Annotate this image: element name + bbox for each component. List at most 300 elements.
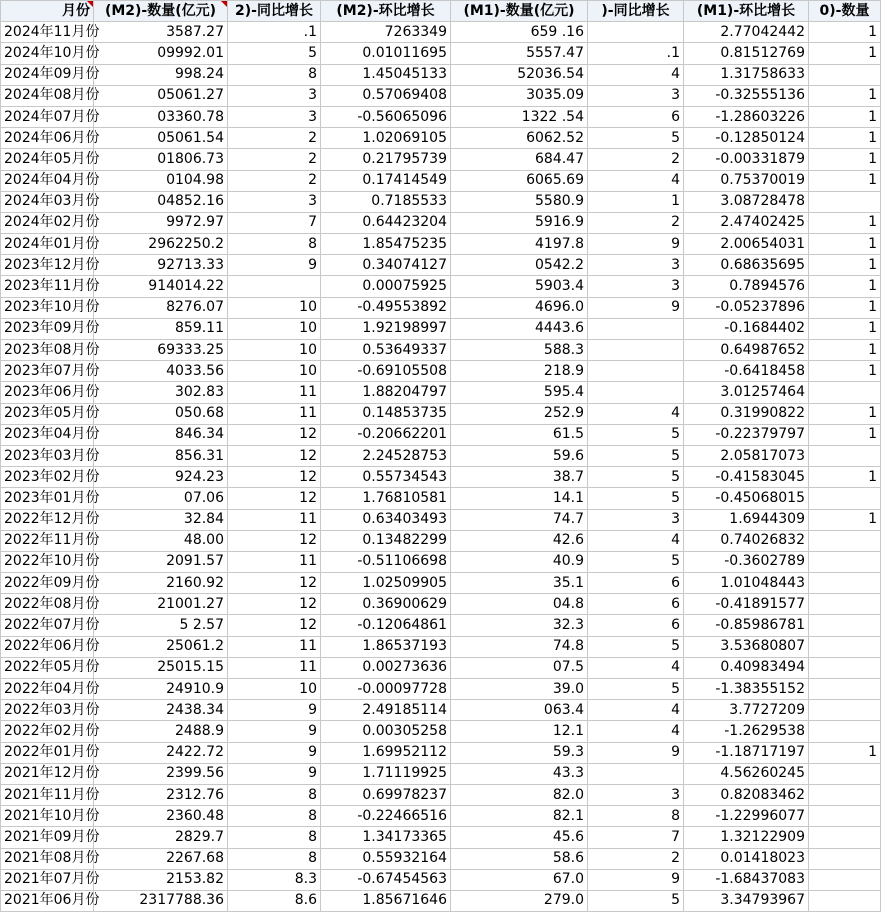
cell-m2-yoy[interactable]: 9	[228, 721, 321, 742]
cell-m1-mom[interactable]: 2.05817073	[684, 445, 809, 466]
cell-m0-amount[interactable]: 1	[809, 297, 881, 318]
cell-m2-yoy[interactable]: 12	[228, 573, 321, 594]
cell-month[interactable]: 2023年08月份	[1, 340, 94, 361]
cell-m2-amount[interactable]: 2360.48	[94, 806, 228, 827]
cell-month[interactable]: 2023年11月份	[1, 276, 94, 297]
cell-m0-amount[interactable]: 1	[809, 340, 881, 361]
cell-m0-amount[interactable]: 1	[809, 424, 881, 445]
cell-m2-yoy[interactable]: 10	[228, 297, 321, 318]
cell-m1-amount[interactable]: 1322 .54	[451, 106, 588, 127]
cell-m0-amount[interactable]: 1	[809, 170, 881, 191]
cell-m1-mom[interactable]: 0.64987652	[684, 340, 809, 361]
cell-m0-amount[interactable]	[809, 679, 881, 700]
cell-m2-mom[interactable]: 0.63403493	[321, 509, 451, 530]
column-header-m2-mom[interactable]	[321, 1, 451, 22]
cell-m1-yoy[interactable]	[588, 763, 684, 784]
cell-m1-mom[interactable]: 0.7894576	[684, 276, 809, 297]
cell-month[interactable]: 2021年12月份	[1, 763, 94, 784]
cell-m1-mom[interactable]: -0.22379797	[684, 424, 809, 445]
cell-m1-mom[interactable]: -1.38355152	[684, 679, 809, 700]
cell-m2-yoy[interactable]: 12	[228, 530, 321, 551]
cell-month[interactable]: 2023年06月份	[1, 382, 94, 403]
cell-m2-amount[interactable]: 302.83	[94, 382, 228, 403]
cell-m2-mom[interactable]: -0.22466516	[321, 806, 451, 827]
cell-m1-mom[interactable]: 0.74026832	[684, 530, 809, 551]
cell-m0-amount[interactable]: 1	[809, 22, 881, 43]
cell-m2-yoy[interactable]: 3	[228, 85, 321, 106]
cell-m0-amount[interactable]	[809, 573, 881, 594]
cell-month[interactable]: 2021年06月份	[1, 890, 94, 911]
cell-m1-yoy[interactable]: 4	[588, 657, 684, 678]
cell-m1-mom[interactable]: -0.12850124	[684, 128, 809, 149]
cell-m0-amount[interactable]: 1	[809, 467, 881, 488]
cell-m1-mom[interactable]: 2.77042442	[684, 22, 809, 43]
cell-m2-amount[interactable]: 050.68	[94, 403, 228, 424]
cell-m2-amount[interactable]: 09992.01	[94, 43, 228, 64]
cell-m1-amount[interactable]: 82.0	[451, 784, 588, 805]
cell-m2-mom[interactable]: 0.55734543	[321, 467, 451, 488]
cell-m1-yoy[interactable]: 9	[588, 234, 684, 255]
cell-month[interactable]: 2024年05月份	[1, 149, 94, 170]
cell-m2-yoy[interactable]: 12	[228, 424, 321, 445]
cell-m2-mom[interactable]: 1.86537193	[321, 636, 451, 657]
cell-m2-yoy[interactable]: 7	[228, 212, 321, 233]
cell-month[interactable]: 2022年11月份	[1, 530, 94, 551]
cell-m2-mom[interactable]: 1.02069105	[321, 128, 451, 149]
cell-m2-amount[interactable]: 24910.9	[94, 679, 228, 700]
cell-m1-amount[interactable]: 07.5	[451, 657, 588, 678]
cell-month[interactable]: 2021年09月份	[1, 827, 94, 848]
cell-m0-amount[interactable]	[809, 806, 881, 827]
cell-m2-mom[interactable]: 2.49185114	[321, 700, 451, 721]
cell-m2-mom[interactable]: 0.00273636	[321, 657, 451, 678]
cell-m2-yoy[interactable]	[228, 276, 321, 297]
cell-m1-mom[interactable]: 3.01257464	[684, 382, 809, 403]
cell-month[interactable]: 2023年09月份	[1, 318, 94, 339]
cell-month[interactable]: 2022年10月份	[1, 551, 94, 572]
cell-m2-yoy[interactable]: 9	[228, 700, 321, 721]
cell-m2-amount[interactable]: 03360.78	[94, 106, 228, 127]
cell-month[interactable]: 2022年12月份	[1, 509, 94, 530]
cell-m0-amount[interactable]: 1	[809, 403, 881, 424]
cell-m2-mom[interactable]: -0.00097728	[321, 679, 451, 700]
cell-m2-amount[interactable]: 2312.76	[94, 784, 228, 805]
cell-m0-amount[interactable]: 1	[809, 255, 881, 276]
cell-m1-amount[interactable]: 12.1	[451, 721, 588, 742]
cell-m2-amount[interactable]: 05061.27	[94, 85, 228, 106]
cell-m2-mom[interactable]: 1.85475235	[321, 234, 451, 255]
cell-m1-amount[interactable]: 4696.0	[451, 297, 588, 318]
cell-m1-mom[interactable]: 0.75370019	[684, 170, 809, 191]
cell-m1-yoy[interactable]: 4	[588, 64, 684, 85]
cell-m1-mom[interactable]: -0.1684402	[684, 318, 809, 339]
cell-m2-yoy[interactable]: 8	[228, 64, 321, 85]
cell-m1-yoy[interactable]: 4	[588, 403, 684, 424]
cell-m1-mom[interactable]: 0.01418023	[684, 848, 809, 869]
cell-m1-yoy[interactable]: 5	[588, 128, 684, 149]
cell-m2-amount[interactable]: 9972.97	[94, 212, 228, 233]
cell-month[interactable]: 2024年10月份	[1, 43, 94, 64]
cell-m1-mom[interactable]: 1.01048443	[684, 573, 809, 594]
cell-month[interactable]: 2021年07月份	[1, 869, 94, 890]
column-header-m2-amount[interactable]	[94, 1, 228, 22]
cell-m1-amount[interactable]: 59.6	[451, 445, 588, 466]
cell-m1-yoy[interactable]: 6	[588, 106, 684, 127]
cell-m2-yoy[interactable]: 10	[228, 361, 321, 382]
cell-m2-mom[interactable]: -0.51106698	[321, 551, 451, 572]
cell-m2-amount[interactable]: 2829.7	[94, 827, 228, 848]
cell-m1-mom[interactable]: 3.53680807	[684, 636, 809, 657]
cell-m1-amount[interactable]: 4443.6	[451, 318, 588, 339]
cell-m1-amount[interactable]: 67.0	[451, 869, 588, 890]
cell-m2-yoy[interactable]: 10	[228, 679, 321, 700]
cell-m2-mom[interactable]: 0.00075925	[321, 276, 451, 297]
cell-m2-amount[interactable]: 25061.2	[94, 636, 228, 657]
cell-m1-amount[interactable]: 59.3	[451, 742, 588, 763]
cell-m2-yoy[interactable]: 9	[228, 763, 321, 784]
cell-month[interactable]: 2023年01月份	[1, 488, 94, 509]
cell-m2-amount[interactable]: 2317788.36	[94, 890, 228, 911]
cell-m1-amount[interactable]: 74.7	[451, 509, 588, 530]
cell-m0-amount[interactable]	[809, 784, 881, 805]
cell-m2-yoy[interactable]: 5	[228, 43, 321, 64]
cell-m2-yoy[interactable]: 11	[228, 636, 321, 657]
cell-m1-amount[interactable]: 14.1	[451, 488, 588, 509]
cell-m2-amount[interactable]: 2488.9	[94, 721, 228, 742]
cell-m0-amount[interactable]: 1	[809, 509, 881, 530]
cell-m1-yoy[interactable]	[588, 361, 684, 382]
cell-m1-amount[interactable]: 5916.9	[451, 212, 588, 233]
cell-m2-yoy[interactable]: 8	[228, 848, 321, 869]
cell-m2-mom[interactable]: 0.00305258	[321, 721, 451, 742]
cell-m2-mom[interactable]: -0.69105508	[321, 361, 451, 382]
cell-m1-amount[interactable]: 6062.52	[451, 128, 588, 149]
cell-month[interactable]: 2022年09月份	[1, 573, 94, 594]
cell-m0-amount[interactable]	[809, 869, 881, 890]
cell-m1-yoy[interactable]: .1	[588, 43, 684, 64]
cell-m2-mom[interactable]: -0.12064861	[321, 615, 451, 636]
cell-m2-yoy[interactable]: 8	[228, 827, 321, 848]
cell-m2-mom[interactable]: 0.13482299	[321, 530, 451, 551]
cell-m1-yoy[interactable]: 9	[588, 297, 684, 318]
cell-m0-amount[interactable]	[809, 763, 881, 784]
cell-m2-yoy[interactable]: 8	[228, 234, 321, 255]
cell-m1-mom[interactable]: 0.82083462	[684, 784, 809, 805]
cell-m1-yoy[interactable]: 4	[588, 530, 684, 551]
cell-m2-yoy[interactable]: 9	[228, 742, 321, 763]
cell-m1-amount[interactable]: 38.7	[451, 467, 588, 488]
cell-m1-yoy[interactable]	[588, 340, 684, 361]
cell-m2-mom[interactable]: 1.71119925	[321, 763, 451, 784]
cell-m1-mom[interactable]: -0.45068015	[684, 488, 809, 509]
cell-m1-yoy[interactable]: 4	[588, 721, 684, 742]
cell-m2-mom[interactable]: 1.88204797	[321, 382, 451, 403]
cell-month[interactable]: 2023年12月份	[1, 255, 94, 276]
cell-m2-amount[interactable]: 04852.16	[94, 191, 228, 212]
cell-m0-amount[interactable]	[809, 657, 881, 678]
cell-m1-amount[interactable]: 61.5	[451, 424, 588, 445]
cell-m2-yoy[interactable]: 12	[228, 594, 321, 615]
cell-m2-yoy[interactable]: 11	[228, 403, 321, 424]
cell-m1-mom[interactable]: -0.6418458	[684, 361, 809, 382]
cell-m2-yoy[interactable]: 2	[228, 149, 321, 170]
cell-m1-amount[interactable]: 5557.47	[451, 43, 588, 64]
cell-m0-amount[interactable]	[809, 445, 881, 466]
cell-m1-mom[interactable]: -1.2629538	[684, 721, 809, 742]
cell-m1-yoy[interactable]: 3	[588, 509, 684, 530]
cell-m1-mom[interactable]: 0.81512769	[684, 43, 809, 64]
cell-m1-yoy[interactable]: 5	[588, 467, 684, 488]
cell-m0-amount[interactable]	[809, 721, 881, 742]
cell-month[interactable]: 2024年03月份	[1, 191, 94, 212]
cell-m2-amount[interactable]: 92713.33	[94, 255, 228, 276]
cell-m0-amount[interactable]: 1	[809, 106, 881, 127]
column-header-m0-amount[interactable]	[809, 1, 881, 22]
cell-m2-mom[interactable]: 1.92198997	[321, 318, 451, 339]
cell-m0-amount[interactable]: 1	[809, 128, 881, 149]
cell-m0-amount[interactable]: 1	[809, 318, 881, 339]
cell-m2-yoy[interactable]: 11	[228, 382, 321, 403]
cell-m1-mom[interactable]: 3.34793967	[684, 890, 809, 911]
cell-m0-amount[interactable]	[809, 594, 881, 615]
cell-m2-amount[interactable]: 05061.54	[94, 128, 228, 149]
cell-m1-yoy[interactable]: 2	[588, 212, 684, 233]
cell-m1-yoy[interactable]: 4	[588, 170, 684, 191]
cell-m2-amount[interactable]: 69333.25	[94, 340, 228, 361]
cell-m1-amount[interactable]: 04.8	[451, 594, 588, 615]
cell-month[interactable]: 2024年04月份	[1, 170, 94, 191]
cell-m2-amount[interactable]: 914014.22	[94, 276, 228, 297]
cell-m1-mom[interactable]: -0.00331879	[684, 149, 809, 170]
cell-m1-yoy[interactable]: 5	[588, 445, 684, 466]
cell-m1-mom[interactable]: -0.41891577	[684, 594, 809, 615]
cell-m0-amount[interactable]: 1	[809, 212, 881, 233]
cell-m1-mom[interactable]: -1.22996077	[684, 806, 809, 827]
cell-m2-amount[interactable]: 2153.82	[94, 869, 228, 890]
cell-m2-mom[interactable]: 0.69978237	[321, 784, 451, 805]
cell-m1-yoy[interactable]	[588, 382, 684, 403]
cell-m1-yoy[interactable]: 6	[588, 594, 684, 615]
cell-m1-mom[interactable]: 4.56260245	[684, 763, 809, 784]
cell-m1-amount[interactable]: 252.9	[451, 403, 588, 424]
cell-m2-yoy[interactable]: 3	[228, 106, 321, 127]
cell-m1-mom[interactable]: 1.31758633	[684, 64, 809, 85]
cell-m0-amount[interactable]	[809, 848, 881, 869]
cell-m1-mom[interactable]: 3.7727209	[684, 700, 809, 721]
cell-m1-mom[interactable]: 0.68635695	[684, 255, 809, 276]
cell-m1-mom[interactable]: 1.6944309	[684, 509, 809, 530]
cell-m1-amount[interactable]: 684.47	[451, 149, 588, 170]
cell-m1-amount[interactable]: 4197.8	[451, 234, 588, 255]
cell-m2-yoy[interactable]: 11	[228, 551, 321, 572]
cell-m2-yoy[interactable]: 3	[228, 191, 321, 212]
cell-m2-amount[interactable]: 924.23	[94, 467, 228, 488]
cell-m1-yoy[interactable]: 3	[588, 255, 684, 276]
cell-month[interactable]: 2022年06月份	[1, 636, 94, 657]
cell-m2-amount[interactable]: 21001.27	[94, 594, 228, 615]
cell-m1-mom[interactable]: -1.18717197	[684, 742, 809, 763]
cell-m2-amount[interactable]: 2399.56	[94, 763, 228, 784]
cell-month[interactable]: 2022年01月份	[1, 742, 94, 763]
cell-m1-yoy[interactable]: 2	[588, 149, 684, 170]
cell-m2-mom[interactable]: 2.24528753	[321, 445, 451, 466]
cell-month[interactable]: 2024年02月份	[1, 212, 94, 233]
cell-m0-amount[interactable]	[809, 636, 881, 657]
cell-m1-yoy[interactable]: 5	[588, 551, 684, 572]
cell-m1-amount[interactable]: 279.0	[451, 890, 588, 911]
cell-m2-amount[interactable]: 07.06	[94, 488, 228, 509]
cell-m1-yoy[interactable]: 5	[588, 424, 684, 445]
cell-m1-amount[interactable]: 5580.9	[451, 191, 588, 212]
cell-m1-amount[interactable]: 42.6	[451, 530, 588, 551]
cell-m2-mom[interactable]: 0.55932164	[321, 848, 451, 869]
cell-month[interactable]: 2023年04月份	[1, 424, 94, 445]
cell-month[interactable]: 2021年11月份	[1, 784, 94, 805]
cell-m2-mom[interactable]: -0.49553892	[321, 297, 451, 318]
cell-m2-mom[interactable]: 0.36900629	[321, 594, 451, 615]
cell-m2-yoy[interactable]: 8	[228, 784, 321, 805]
cell-m2-mom[interactable]: 0.53649337	[321, 340, 451, 361]
cell-m0-amount[interactable]	[809, 64, 881, 85]
cell-m1-mom[interactable]: -1.28603226	[684, 106, 809, 127]
cell-m0-amount[interactable]	[809, 890, 881, 911]
cell-m0-amount[interactable]: 1	[809, 85, 881, 106]
cell-m2-yoy[interactable]: 9	[228, 255, 321, 276]
cell-m1-yoy[interactable]: 7	[588, 827, 684, 848]
cell-month[interactable]: 2024年07月份	[1, 106, 94, 127]
cell-m2-mom[interactable]: 0.7185533	[321, 191, 451, 212]
cell-month[interactable]: 2023年02月份	[1, 467, 94, 488]
cell-m2-amount[interactable]: 2438.34	[94, 700, 228, 721]
cell-m1-yoy[interactable]: 8	[588, 806, 684, 827]
column-header-m2-yoy[interactable]	[228, 1, 321, 22]
cell-m1-amount[interactable]: 659 .16	[451, 22, 588, 43]
cell-month[interactable]: 2024年09月份	[1, 64, 94, 85]
cell-m1-amount[interactable]: 35.1	[451, 573, 588, 594]
cell-month[interactable]: 2024年11月份	[1, 22, 94, 43]
cell-m2-amount[interactable]: 4033.56	[94, 361, 228, 382]
cell-m0-amount[interactable]: 1	[809, 361, 881, 382]
cell-month[interactable]: 2021年10月份	[1, 806, 94, 827]
cell-m2-mom[interactable]: 1.45045133	[321, 64, 451, 85]
cell-m1-yoy[interactable]: 5	[588, 488, 684, 509]
cell-m1-mom[interactable]: -1.68437083	[684, 869, 809, 890]
cell-m2-mom[interactable]: -0.67454563	[321, 869, 451, 890]
cell-month[interactable]: 2024年06月份	[1, 128, 94, 149]
cell-m0-amount[interactable]	[809, 615, 881, 636]
cell-m2-amount[interactable]: 856.31	[94, 445, 228, 466]
cell-m2-amount[interactable]: 2091.57	[94, 551, 228, 572]
cell-m1-yoy[interactable]: 5	[588, 679, 684, 700]
cell-month[interactable]: 2023年10月份	[1, 297, 94, 318]
cell-m1-mom[interactable]: 0.40983494	[684, 657, 809, 678]
cell-month[interactable]: 2023年03月份	[1, 445, 94, 466]
cell-m2-mom[interactable]: 7263349	[321, 22, 451, 43]
cell-month[interactable]: 2024年01月份	[1, 234, 94, 255]
cell-m1-amount[interactable]: 588.3	[451, 340, 588, 361]
cell-m2-yoy[interactable]: 8	[228, 806, 321, 827]
cell-m2-mom[interactable]: 0.64423204	[321, 212, 451, 233]
cell-m1-mom[interactable]: 1.32122909	[684, 827, 809, 848]
cell-m2-amount[interactable]: 998.24	[94, 64, 228, 85]
cell-m1-yoy[interactable]: 3	[588, 85, 684, 106]
cell-month[interactable]: 2022年03月份	[1, 700, 94, 721]
cell-m2-yoy[interactable]: 11	[228, 509, 321, 530]
cell-month[interactable]: 2022年07月份	[1, 615, 94, 636]
cell-m2-yoy[interactable]: 12	[228, 445, 321, 466]
cell-m2-amount[interactable]: 5 2.57	[94, 615, 228, 636]
cell-m2-amount[interactable]: 2160.92	[94, 573, 228, 594]
cell-m2-yoy[interactable]: 12	[228, 615, 321, 636]
cell-m1-amount[interactable]: 58.6	[451, 848, 588, 869]
cell-m2-mom[interactable]: 0.17414549	[321, 170, 451, 191]
cell-month[interactable]: 2023年05月份	[1, 403, 94, 424]
cell-m2-amount[interactable]: 2422.72	[94, 742, 228, 763]
cell-m2-amount[interactable]: 32.84	[94, 509, 228, 530]
cell-m1-amount[interactable]: 063.4	[451, 700, 588, 721]
cell-m2-yoy[interactable]: 12	[228, 467, 321, 488]
cell-m2-mom[interactable]: 0.34074127	[321, 255, 451, 276]
cell-m2-yoy[interactable]: 8.6	[228, 890, 321, 911]
cell-m1-yoy[interactable]	[588, 22, 684, 43]
cell-m2-yoy[interactable]: 8.3	[228, 869, 321, 890]
cell-m1-mom[interactable]: -0.05237896	[684, 297, 809, 318]
cell-m1-amount[interactable]: 39.0	[451, 679, 588, 700]
cell-m1-amount[interactable]: 6065.69	[451, 170, 588, 191]
cell-month[interactable]: 2024年08月份	[1, 85, 94, 106]
cell-m0-amount[interactable]	[809, 700, 881, 721]
cell-m2-mom[interactable]: 0.14853735	[321, 403, 451, 424]
cell-m2-mom[interactable]: 0.21795739	[321, 149, 451, 170]
column-header-month[interactable]	[1, 1, 94, 22]
cell-m1-mom[interactable]: 2.00654031	[684, 234, 809, 255]
cell-m1-yoy[interactable]: 3	[588, 276, 684, 297]
cell-m2-mom[interactable]: 1.69952112	[321, 742, 451, 763]
cell-m0-amount[interactable]	[809, 191, 881, 212]
cell-m1-amount[interactable]: 43.3	[451, 763, 588, 784]
cell-m1-yoy[interactable]: 4	[588, 700, 684, 721]
cell-m1-amount[interactable]: 595.4	[451, 382, 588, 403]
cell-m1-mom[interactable]: 0.31990822	[684, 403, 809, 424]
cell-m1-yoy[interactable]: 9	[588, 869, 684, 890]
cell-m2-amount[interactable]: 0104.98	[94, 170, 228, 191]
cell-m2-amount[interactable]: 3587.27	[94, 22, 228, 43]
cell-m2-yoy[interactable]: 2	[228, 128, 321, 149]
cell-m2-mom[interactable]: 0.57069408	[321, 85, 451, 106]
cell-m2-amount[interactable]: 846.34	[94, 424, 228, 445]
cell-m2-yoy[interactable]: 10	[228, 340, 321, 361]
cell-m1-mom[interactable]: 2.47402425	[684, 212, 809, 233]
cell-m2-mom[interactable]: 1.34173365	[321, 827, 451, 848]
cell-m1-amount[interactable]: 52036.54	[451, 64, 588, 85]
cell-month[interactable]: 2023年07月份	[1, 361, 94, 382]
cell-m2-amount[interactable]: 48.00	[94, 530, 228, 551]
cell-m1-yoy[interactable]: 6	[588, 573, 684, 594]
cell-m1-amount[interactable]: 82.1	[451, 806, 588, 827]
cell-m1-amount[interactable]: 74.8	[451, 636, 588, 657]
cell-m1-yoy[interactable]: 3	[588, 784, 684, 805]
cell-m1-amount[interactable]: 45.6	[451, 827, 588, 848]
cell-m1-amount[interactable]: 40.9	[451, 551, 588, 572]
cell-m2-amount[interactable]: 01806.73	[94, 149, 228, 170]
cell-m1-amount[interactable]: 32.3	[451, 615, 588, 636]
cell-m2-yoy[interactable]: 10	[228, 318, 321, 339]
column-header-m1-mom[interactable]	[684, 1, 809, 22]
cell-m2-mom[interactable]: -0.20662201	[321, 424, 451, 445]
cell-m1-yoy[interactable]: 1	[588, 191, 684, 212]
cell-m0-amount[interactable]: 1	[809, 234, 881, 255]
cell-m2-mom[interactable]: -0.56065096	[321, 106, 451, 127]
